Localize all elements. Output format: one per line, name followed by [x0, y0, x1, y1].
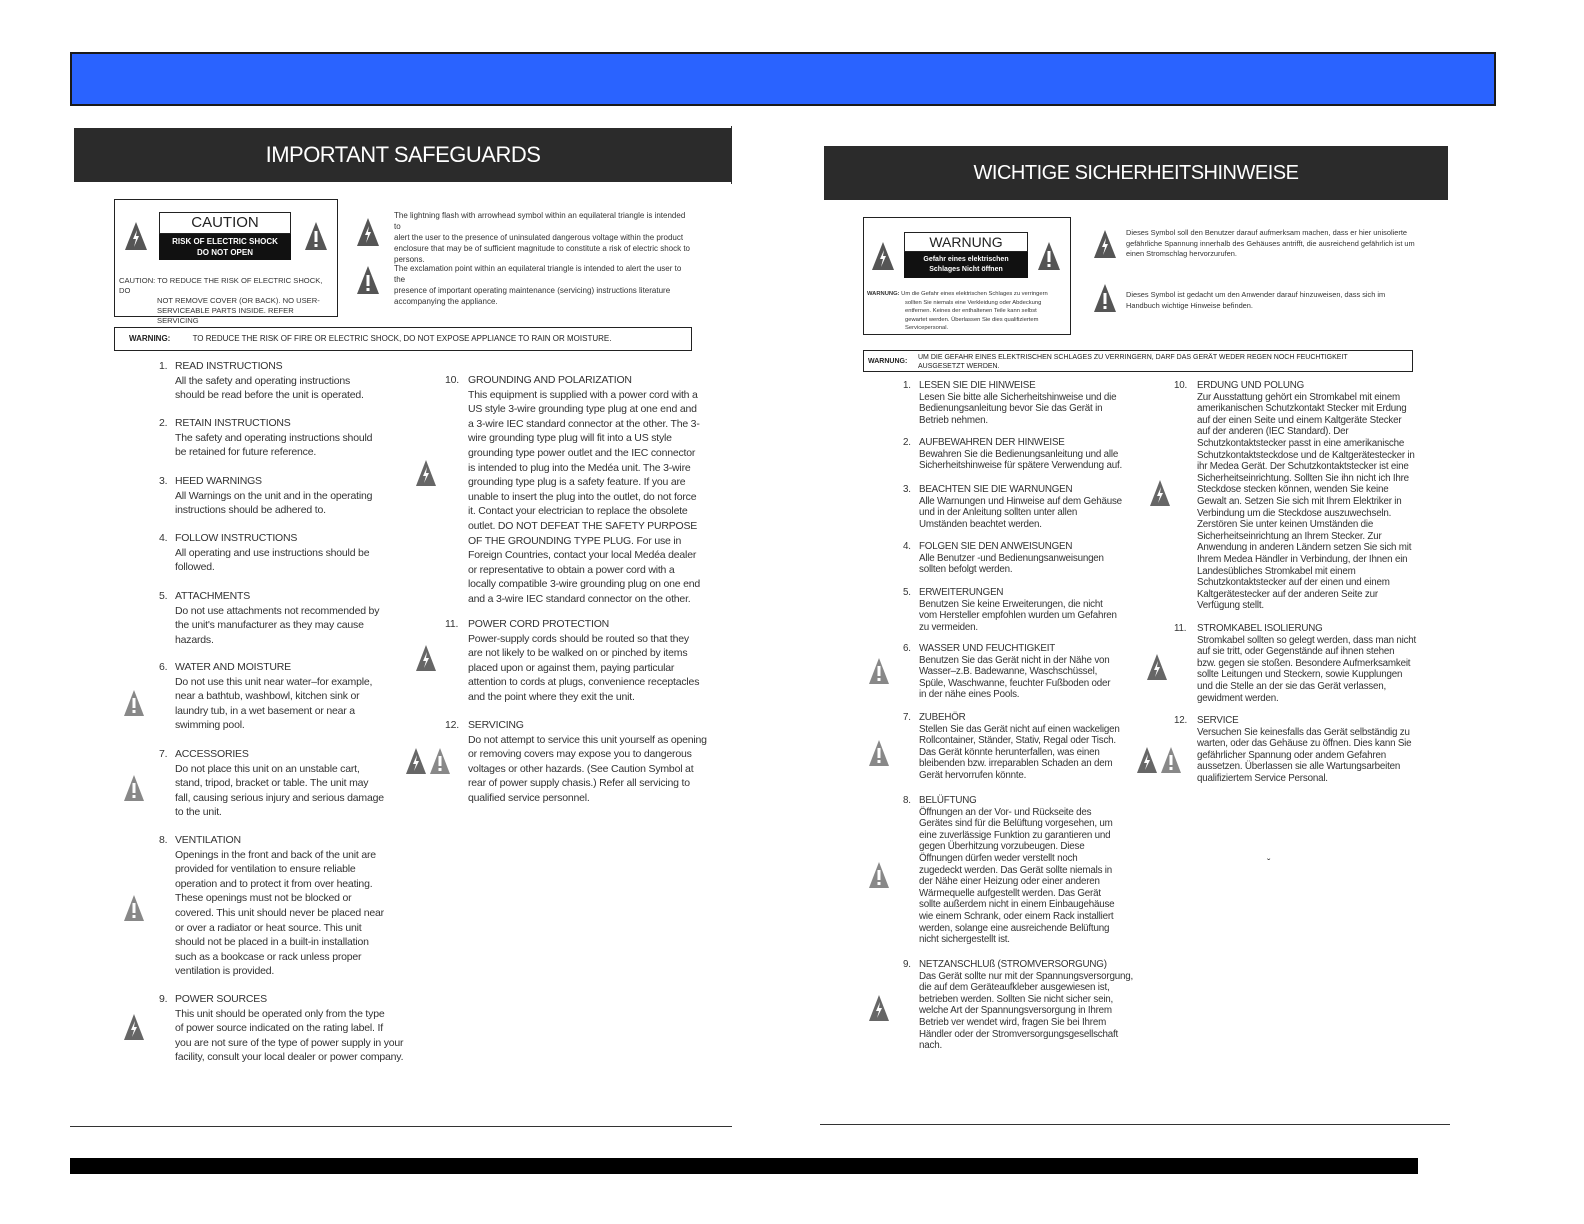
item-body-line: be retained for future reference. [175, 446, 317, 459]
item-body [175, 848, 384, 979]
german-title-banner [824, 146, 1448, 200]
item-body-line: Do not place this unit on an unstable cart, [175, 762, 360, 775]
item-body-line: Zerstören Sie unter keinen Umständen die [1197, 519, 1374, 531]
lightning-symbol-explanation [1126, 228, 1426, 260]
item-body-line: All the safety and operating instructions [175, 374, 351, 387]
item-body-line: grounding type plug is a safety feature. If you are [468, 476, 686, 489]
item-heading: NETZANSCHLUß (STROMVERSORGUNG) [919, 959, 1107, 970]
item-heading: ERWEITERUNGEN [919, 587, 1004, 598]
item-body-line: locally compatible 3-wire grounding plug on one end [468, 578, 701, 591]
item-number: 6. [903, 643, 911, 654]
item-heading: ACCESSORIES [175, 748, 249, 760]
item-heading: ZUBEHÖR [919, 712, 966, 723]
item-heading: GROUNDING AND POLARIZATION [468, 374, 632, 386]
stray-mark: ˇ [1267, 858, 1271, 869]
item-body-line: bzw. gegen sie stoßen. Besondere Aufmerksamkeit [1197, 657, 1411, 669]
item-number: 6. [159, 661, 168, 673]
item-body-line: Benutzen Sie das Gerät nicht in der Nähe von [919, 654, 1110, 666]
exclamation-symbol-icon [357, 266, 379, 294]
lightning-symbol-icon [357, 218, 379, 246]
item-body-line: The safety and operating instructions should [175, 431, 373, 444]
item-body-line: grounding type power outlet and the IEC connector [468, 446, 696, 459]
item-body [919, 599, 1117, 634]
item-body-line: is intended to plug into the Medéa unit. The 3-wire [468, 461, 691, 474]
item-body-line: These openings must not be blocked or [175, 892, 352, 905]
item-body-line: or removing covers may expose you to dangerous [468, 748, 692, 761]
item-body-line: Benutzen Sie keine Erweiterungen, die nicht [919, 598, 1103, 610]
item-body-line: gefährlicher Spannung oder andem Gefahren [1197, 749, 1386, 761]
item-body-line: nicht sichergestellt ist. [919, 934, 1010, 946]
item-number: 5. [159, 590, 168, 602]
item-body [919, 724, 1120, 782]
item-number: 3. [159, 475, 168, 487]
caution-note-line: Um die Gefahr eines elektrischen Schlages zu verringern [901, 291, 1048, 297]
item-number: 12. [1174, 715, 1188, 726]
item-body-line: This equipment is supplied with a power cord with a [468, 388, 698, 401]
warning-label: WARNUNG: [868, 358, 908, 365]
item-body [919, 496, 1122, 531]
item-body [175, 604, 379, 648]
lightning-icon [406, 748, 426, 779]
item-body-line: gegen Überhitzung vorzubeugen. Diese [919, 841, 1085, 853]
item-body-line: hazards. [175, 633, 214, 646]
item-body-line: Do not use this unit near water–for example, [175, 675, 373, 688]
item-number: 12. [445, 719, 459, 731]
item-number: 8. [903, 795, 911, 806]
item-body-line: sollte Leitungen und Steckern, sowie Kupplungen [1197, 669, 1403, 681]
caution-black-line-1: Gefahr eines elektrischen [923, 256, 1009, 263]
item-body-line: Landesübliches Stromkabel mit einem [1197, 565, 1356, 577]
item-body [175, 675, 372, 733]
caution-black-line-2: DO NOT OPEN [196, 248, 253, 257]
item-body-line: Öffnungen dürfen weder verstellt noch [919, 852, 1078, 864]
item-body-line: der Nähe einer Heizung oder einer anderen [919, 876, 1100, 888]
item-number: 3. [903, 484, 911, 495]
item-body-line: Rollcontainer, Ständer, Stativ, Regal oder Tisch. [919, 735, 1116, 747]
german-title: WICHTIGE SICHERHEITSHINWEISE [973, 161, 1299, 184]
warning-text [918, 353, 1348, 371]
item-heading: HEED WARNINGS [175, 475, 262, 487]
item-body-line: Gerät hervorrufen könnte. [919, 769, 1027, 781]
item-heading: FOLLOW INSTRUCTIONS [175, 532, 298, 544]
english-title-banner [74, 128, 732, 182]
item-body-line: should not be placed in a built-in installation [175, 936, 369, 949]
english-warning-box [114, 327, 692, 351]
item-heading: ATTACHMENTS [175, 590, 250, 602]
item-number: 5. [903, 587, 911, 598]
lightning-warning-icon [872, 242, 894, 270]
warning-label: WARNING: [129, 334, 171, 343]
item-body-line: outlet. DO NOT DEFEAT THE SAFETY PURPOSE [468, 519, 698, 532]
caution-note-line: SERVICEABLE PARTS INSIDE. REFER SERVICING [157, 306, 294, 325]
item-body-line: you are not sure of the type of power supply in your [175, 1036, 404, 1049]
caution-note-line: CAUTION: TO REDUCE THE RISK OF ELECTRIC SHOCK, DO [119, 276, 323, 295]
item-body-line: Alle Warnungen und Hinweise auf dem Gehäuse [919, 495, 1122, 507]
item-body-line: wire grounding type plug will fit into a US style [468, 432, 672, 445]
item-body-line: provided for ventilation to ensure reliable [175, 863, 356, 876]
item-heading: STROMKABEL ISOLIERUNG [1197, 623, 1323, 634]
item-body-line: Bewahren Sie die Bedienungsanleitung und alle [919, 448, 1119, 460]
german-caution-word: WARNUNG [904, 232, 1028, 252]
warning-text: TO REDUCE THE RISK OF FIRE OR ELECTRIC SHOCK, DO NOT EXPOSE APPLIANCE TO RAIN OR MOISTURE. [192, 334, 612, 343]
item-body-line: welche Art der Spannungsversorgung in Ihrem [919, 1005, 1112, 1017]
lightning-icon [1147, 654, 1167, 685]
item-body-line: rear of power supply chasis.) Refer all servicing to [468, 777, 690, 790]
item-body-line: are not likely to be walked on or pinched by items [468, 647, 688, 660]
item-body-line: and the point where they exit the unit. [468, 690, 635, 703]
lightning-icon [416, 645, 436, 676]
item-body [919, 807, 1114, 946]
item-body-line: zugedeckt werden. Das Gerät sollte niemals in [919, 864, 1113, 876]
symbol-text-line: einen Stromschlag hervorzurufen. [1126, 249, 1237, 258]
item-heading: FOLGEN SIE DEN ANWEISUNGEN [919, 541, 1073, 552]
item-body-line: Kaltgerätestecker auf der anderen Seite zur [1197, 588, 1378, 600]
item-body-line: Foreign Countries, contact your local Medéa dealer [468, 549, 697, 562]
item-body-line: fall, causing serious injury and serious damage [175, 791, 384, 804]
item-heading: SERVICE [1197, 715, 1239, 726]
item-heading: READ INSTRUCTIONS [175, 360, 283, 372]
item-body-line: Sicherheitseinrichtung an Ihrem Stecker. Zur [1197, 530, 1382, 542]
item-heading: ERDUNG UND POLUNG [1197, 380, 1305, 391]
symbol-text-line: Handbuch wichtige Hinweise befinden. [1126, 300, 1253, 310]
item-body-line: or representative to obtain a power cord with a [468, 563, 675, 576]
item-body-line: US style 3-wire grounding type plug at one end and [468, 403, 697, 416]
item-number: 11. [445, 618, 459, 630]
left-footer-rule [70, 1126, 732, 1127]
bottom-black-bar [70, 1158, 1418, 1174]
item-body-line: wie einem Schrank, oder einem Rack installiert [919, 910, 1114, 922]
item-body [468, 388, 700, 607]
item-number: 10. [445, 374, 459, 386]
caution-black-line-1: RISK OF ELECTRIC SHOCK [172, 237, 278, 246]
item-number: 1. [903, 380, 911, 391]
item-body-line: warten, oder das Gehäuse zu öffnen. Dies kann Sie [1197, 738, 1412, 750]
item-body-line: und in der Anleitung sollten unter allen [919, 507, 1078, 519]
item-body-line: Do not use attachments not recommended by [175, 604, 380, 617]
item-body-line: Umständen beachtet werden. [919, 518, 1042, 530]
lightning-symbol-explanation [394, 210, 694, 265]
item-body [175, 762, 384, 820]
item-body-line: qualified service personnel. [468, 791, 590, 804]
warning-text-line: AUSGESETZT WERDEN. [918, 363, 1000, 370]
item-body-line: Das Gerät sollte nur mit der Spannungsversorgung, [919, 970, 1134, 982]
item-body [175, 431, 372, 460]
item-body-line: voltages or other hazards. (See Caution Symbol at [468, 762, 694, 775]
item-body-line: vom Hersteller empfohlen wurden um Gefahren [919, 610, 1117, 622]
lightning-symbol-icon [1094, 230, 1116, 258]
caution-note-line: Servicepersonal. [905, 325, 949, 332]
item-body-line: aussetzen. Überlassen sie alle Wartungsarbeiten [1197, 761, 1401, 773]
item-body-line: werden, solange eine ausreichende Belüftung [919, 922, 1110, 934]
item-body-line: Do not attempt to service this unit yourself as opening [468, 733, 707, 746]
item-number: 4. [159, 532, 168, 544]
item-body-line: attention to cords at plugs, convenience receptacles [468, 676, 700, 689]
item-body-line: Händler oder der Stromversorgungsgesellschaft [919, 1028, 1119, 1040]
item-body-line: sollten befolgt werden. [919, 564, 1013, 576]
item-body [468, 733, 707, 806]
lightning-icon [869, 995, 889, 1026]
caution-note-line: entfernen. Keines der enthaltenen Teile kann selbst [905, 308, 1037, 315]
exclamation-icon [124, 895, 144, 926]
item-body [919, 971, 1133, 1052]
symbol-text-line: accompanying the appliance. [394, 297, 498, 306]
item-heading: VENTILATION [175, 834, 241, 846]
item-body-line: Bedienungsanleitung bevor Sie das Gerät in [919, 403, 1103, 415]
item-body-line: Betrieb nehmen. [919, 414, 988, 426]
caution-note-line: NOT REMOVE COVER (OR BACK). NO USER- [157, 296, 320, 305]
german-caution-box [863, 217, 1071, 335]
caution-note-line: gewartet werden. Überlassen Sie dies qualifiziertem [905, 316, 1039, 323]
exclamation-icon [1161, 747, 1181, 778]
item-body [1197, 727, 1411, 785]
item-number: 7. [903, 712, 911, 723]
item-number: 11. [1174, 623, 1187, 634]
item-body-line: the unit's manufacturer as they may cause [175, 619, 364, 632]
item-body-line: near a bathtub, washbowl, kitchen sink or [175, 690, 360, 703]
item-body-line: Steckdose stecken können, wenden Sie keine [1197, 484, 1389, 496]
item-heading: LESEN SIE DIE HINWEISE [919, 380, 1036, 391]
caution-black-line-2: Schlages Nicht öffnen [929, 266, 1003, 273]
caution-note-line: sollten Sie niemals eine Verkleidung oder Abdeckung [905, 299, 1042, 306]
item-number: 8. [159, 834, 168, 846]
item-number: 2. [903, 437, 911, 448]
exclamation-icon [124, 690, 144, 721]
exclamation-icon [869, 862, 889, 893]
item-heading: WASSER UND FEUCHTIGKEIT [919, 643, 1056, 654]
item-body [1197, 635, 1416, 705]
item-body-line: Verbindung um die Steckdose auszuwechseln. [1197, 507, 1392, 519]
item-body-line: stand, tripod, bracket or table. The unit may [175, 777, 369, 790]
item-body-line: zu vermeiden. [919, 621, 978, 633]
item-body-line: a 3-wire IEC standard connector at the other. The 3- [468, 417, 700, 430]
item-body-line: Gerätes sind für die Belüftung vorgesehen, um [919, 818, 1113, 830]
item-heading: POWER SOURCES [175, 993, 267, 1005]
item-number: 10. [1174, 380, 1188, 391]
item-body-line: auf sie tritt, oder Gegenstände auf ihnen stehen [1197, 646, 1395, 658]
item-body-line: laundry tub, in a wet basement or near a [175, 704, 355, 717]
item-heading: RETAIN INSTRUCTIONS [175, 417, 291, 429]
item-number: 7. [159, 748, 168, 760]
item-body-line: OF THE GROUNDING TYPE PLUG. For use in [468, 534, 682, 547]
item-body-line: nach. [919, 1040, 942, 1052]
item-body-line: qualifiziertem Service Personal. [1197, 772, 1328, 784]
item-body-line: Ihrem Medea Händler in Verbindung, der Ihnen ein [1197, 553, 1408, 565]
item-body-line: instructions should be adhered to. [175, 504, 326, 517]
item-body-line: covered. This unit should never be placed near [175, 906, 384, 919]
lightning-icon [1137, 747, 1157, 778]
item-body [468, 632, 699, 705]
item-body-line: sollte außerdem nicht in einem Einbaugehäuse [919, 899, 1115, 911]
german-caution-black [904, 252, 1028, 278]
item-body-line: Anwendung in anderen Ländern setzen Sie sich mit [1197, 542, 1412, 554]
item-body-line: and a 3-wire IEC standard connector on the other. [468, 592, 691, 605]
item-heading: AUFBEWAHREN DER HINWEISE [919, 437, 1065, 448]
item-body-line: Verfügung stellt. [1197, 600, 1264, 612]
lightning-icon [416, 460, 436, 491]
english-caution-word: CAUTION [159, 212, 291, 234]
item-body-line: Versuchen Sie keinesfalls das Gerät selbständig zu [1197, 726, 1410, 738]
item-number: 9. [903, 959, 911, 970]
item-body-line: should be read before the unit is operated. [175, 389, 364, 402]
exclamation-symbol-icon [1094, 284, 1116, 312]
item-body-line: to the unit. [175, 806, 222, 819]
symbol-text-line: Dieses Symbol soll den Benutzer darauf aufmerksam machen, dass er hier unisolierte [1126, 228, 1407, 237]
item-body-line: Stellen Sie das Gerät nicht auf einen wackeligen [919, 723, 1120, 735]
item-body-line: Das Gerät könnte herunterfallen, was einen [919, 746, 1100, 758]
caution-label: WARNUNG: [867, 291, 900, 297]
item-body [919, 449, 1122, 472]
item-body-line: swimming pool. [175, 719, 245, 732]
item-heading: SERVICING [468, 719, 524, 731]
lightning-icon [124, 1014, 144, 1045]
item-body-line: All Warnings on the unit and in the operating [175, 489, 373, 502]
item-body-line: ventilation is provided. [175, 965, 275, 978]
top-color-bar [70, 52, 1496, 106]
item-body-line: Gewalt an. Setzen Sie sich mit Ihrem Elektriker in [1197, 495, 1402, 507]
item-body-line: auf der einen Seite und einem Kaltgeräte Stecker [1197, 414, 1402, 426]
english-caution-black [159, 234, 291, 260]
exclamation-icon [124, 775, 144, 806]
symbol-text-line: enclosure that may be of sufficient magnitude to constitute a risk of electric shock to [394, 244, 691, 253]
item-body-line: Sicherheitshinweise für spätere Verwendung auf. [919, 460, 1122, 472]
exclamation-warning-icon [1038, 242, 1060, 270]
item-body-line: This unit should be operated only from the type [175, 1007, 385, 1020]
german-caution-note [867, 290, 1067, 333]
item-heading: BEACHTEN SIE DIE WARNUNGEN [919, 484, 1073, 495]
item-body [175, 1007, 403, 1065]
item-body [175, 546, 369, 575]
warning-text-line: UM DIE GEFAHR EINES ELEKTRISCHEN SCHLAGES ZU VERRINGERN, DARF DAS GERÄT WEDER REGEN NOCH FEUCHTIGKEIT [918, 354, 1348, 361]
item-body-line: All operating and use instructions should be [175, 546, 370, 559]
symbol-text-line: Dieses Symbol ist gedacht um den Anwender darauf hinzuweisen, dass sich im [1126, 290, 1386, 299]
item-body-line: such as a bookcase or rack unless proper [175, 950, 362, 963]
exclamation-icon [869, 740, 889, 771]
item-body-line: placed upon or against them, paying particular [468, 661, 675, 674]
item-body-line: of power source indicated on the rating label. If [175, 1022, 383, 1035]
item-body-line: Schutzkontaktstecker auf der einen und einem [1197, 577, 1390, 589]
item-heading: WATER AND MOISTURE [175, 661, 291, 673]
item-body-line: betrieben werden. Sollten Sie nicht sicher sein, [919, 993, 1114, 1005]
item-heading: POWER CORD PROTECTION [468, 618, 610, 630]
symbol-text-line: gefährliche Spannung innerhalb des Gehäuses antrifft, die ausreichend gefährlich ist um [1126, 238, 1415, 248]
item-body-line: in der nähe eines Pools. [919, 689, 1020, 701]
item-body-line: facility, consult your local dealer or power company. [175, 1051, 404, 1064]
item-body-line: Alle Benutzer -und Bedienungsanweisungen [919, 552, 1104, 564]
item-body-line: und die Stelle an der sie das Gerät verlassen, [1197, 680, 1387, 692]
symbol-text-line: presence of important operating maintenance (servicing) instructions literature [394, 286, 671, 295]
item-body-line: or over a radiator or heat source. This unit [175, 921, 362, 934]
item-body-line: Öffnungen an der Vor- und Rückseite des [919, 806, 1092, 818]
lightning-warning-icon [125, 222, 147, 250]
item-body-line: Betrieb ver wendet wird, fragen Sie bei Ihrem [919, 1016, 1107, 1028]
item-number: 9. [159, 993, 168, 1005]
item-body-line: bleibenden bzw. irreparablen Schaden an dem [919, 758, 1113, 770]
item-body [1197, 392, 1415, 612]
item-heading: BELÜFTUNG [919, 795, 977, 806]
exclamation-warning-icon [305, 222, 327, 250]
item-body [919, 553, 1104, 576]
right-footer-rule [820, 1124, 1450, 1125]
item-body-line: it. Contact your electrician to replace the obsolete [468, 505, 688, 518]
symbol-text-line: persons. [394, 255, 425, 264]
symbol-text-line: The lightning flash with arrowhead symbol within an equilateral triangle is intended to [394, 211, 686, 231]
exclamation-symbol-explanation [394, 263, 694, 307]
symbol-text-line: alert the user to the presence of uninsulated dangerous voltage within the product [394, 233, 684, 242]
item-body-line: amerikanischen Schutzkontakt Stecker mit Erdung [1197, 403, 1407, 415]
symbol-text-line: The exclamation point within an equilateral triangle is intended to alert the user to the [394, 264, 682, 284]
english-title: IMPORTANT SAFEGUARDS [265, 142, 541, 167]
item-body-line: unable to insert the plug into the outlet, do not force [468, 490, 697, 503]
item-body-line: die auf dem Geräteaufkleber ausgewiesen ist, [919, 982, 1110, 994]
german-warning-box [863, 350, 1413, 372]
item-body-line: Schutzkontaktstecker passt in eine amerikanische [1197, 437, 1405, 449]
item-number: 4. [903, 541, 911, 552]
exclamation-symbol-explanation [1126, 290, 1426, 311]
item-body [175, 489, 372, 518]
item-body-line: Spüle, Waschwanne, feuchter Fußboden oder [919, 677, 1111, 689]
lightning-icon [1150, 480, 1170, 511]
item-body-line: followed. [175, 561, 215, 574]
item-number: 2. [159, 417, 168, 429]
exclamation-icon [869, 658, 889, 689]
item-body-line: Wasser–z.B. Badewanne, Waschschüssel, [919, 666, 1098, 678]
item-body-line: operation and to protect it from over heating. [175, 877, 373, 890]
item-body-line: gewidment werden. [1197, 692, 1279, 704]
item-body [175, 374, 364, 403]
item-body-line: eine zuverlässige Funktion zu garantieren und [919, 829, 1111, 841]
english-caution-box [114, 199, 338, 325]
item-body-line: ihr Medea Gerät. Der Schutzkontaktstecker ist eine [1197, 461, 1409, 473]
item-body-line: auf der anderen (IEC Standard). Der [1197, 426, 1349, 438]
item-body-line: Sicherheitseinrichtung. Sollten Sie ihn nicht ich Ihre [1197, 472, 1409, 484]
item-body-line: Power-supply cords should be routed so that they [468, 632, 689, 645]
item-body-line: Schutzkontaktsteckdose und de Kaltgerätestecker in [1197, 449, 1415, 461]
item-body [919, 392, 1116, 427]
item-body-line: Stromkabel sollten so gelegt werden, dass man nicht [1197, 634, 1417, 646]
item-number: 1. [159, 360, 168, 372]
item-body-line: Zur Ausstattung gehört ein Stromkabel mit einem [1197, 391, 1400, 403]
item-body-line: Lesen Sie bitte alle Sicherheitshinweise und die [919, 391, 1117, 403]
item-body-line: Wärmequelle aufgestellt werden. Das Gerät [919, 887, 1101, 899]
exclamation-icon [430, 748, 450, 779]
item-body [919, 655, 1110, 701]
item-body-line: Openings in the front and back of the unit are [175, 848, 376, 861]
